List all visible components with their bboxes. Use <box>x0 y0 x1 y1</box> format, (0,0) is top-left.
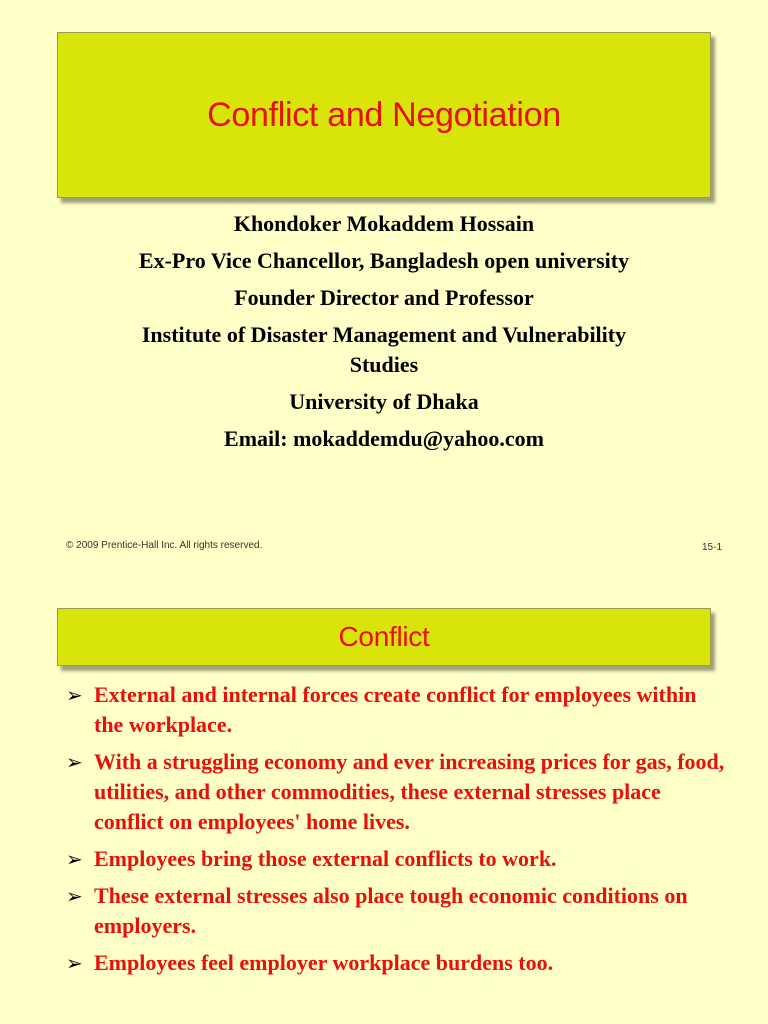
list-item <box>66 680 726 740</box>
conflict-slide <box>0 576 768 1024</box>
author-university: University of Dhaka <box>289 389 479 414</box>
author-name: Khondoker Mokaddem Hossain <box>233 211 535 236</box>
bullet-text: Employees feel employer workplace burdens too. <box>94 950 554 975</box>
arrow-bullet-icon: ➢ <box>66 750 83 774</box>
author-institute-line-2: Studies <box>349 352 419 377</box>
bullet-text: With a struggling economy and ever increasing prices for gas, food, utilities, and other commodities, these external stresses place conflict on employees' home lives. <box>94 749 725 834</box>
title-banner <box>57 32 711 198</box>
arrow-bullet-icon: ➢ <box>66 683 83 707</box>
author-email: Email: mokaddemdu@yahoo.com <box>224 426 544 451</box>
author-position: Ex-Pro Vice Chancellor, Bangladesh open university <box>138 248 630 273</box>
author-info <box>60 209 708 454</box>
list-item <box>66 747 726 837</box>
title-banner <box>57 608 711 666</box>
arrow-bullet-icon: ➢ <box>66 884 83 908</box>
arrow-bullet-icon: ➢ <box>66 847 83 871</box>
author-institute-line-1: Institute of Disaster Management and Vulnerability <box>141 322 627 347</box>
bullet-text: These external stresses also place tough economic conditions on employers. <box>94 883 688 938</box>
bullet-text: External and internal forces create conflict for employees within the workplace. <box>94 682 697 737</box>
bullet-list <box>66 680 726 985</box>
author-role: Founder Director and Professor <box>234 285 534 310</box>
list-item <box>66 844 726 874</box>
slide-title: Conflict and Negotiation <box>207 95 561 134</box>
list-item <box>66 948 726 978</box>
list-item <box>66 881 726 941</box>
arrow-bullet-icon: ➢ <box>66 951 83 975</box>
copyright-footer: © 2009 Prentice-Hall Inc. All rights reserved. <box>66 540 263 551</box>
slide-number: 15-1 <box>701 542 722 553</box>
bullet-text: Employees bring those external conflicts to work. <box>94 846 557 871</box>
slide-title: Conflict <box>338 621 430 652</box>
